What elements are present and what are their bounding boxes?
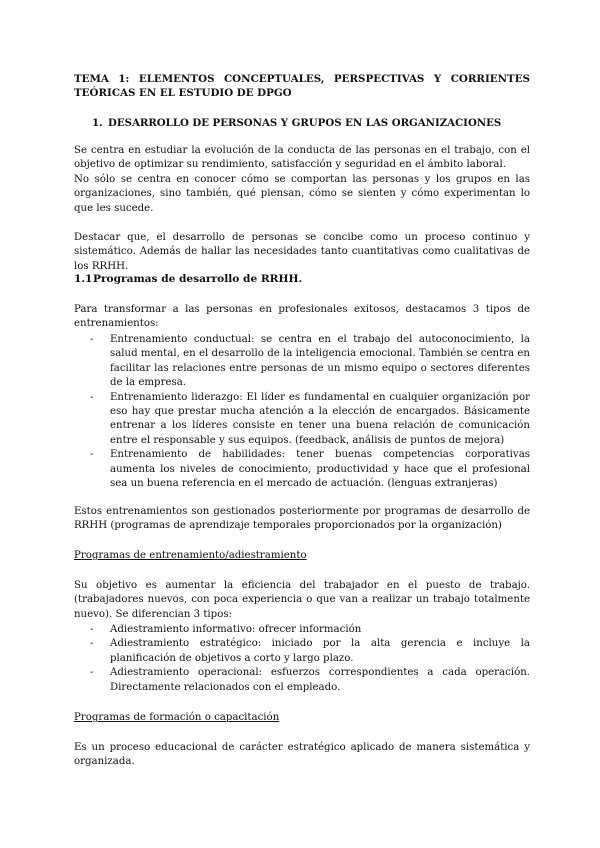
list-item [74, 623, 530, 637]
section-number: 1. [92, 117, 103, 129]
list-marker: - [90, 391, 94, 403]
list-item-text: Adiestramiento estratégico: iniciado por la alta gerencia e incluye la planificación de objetivos a corto y largo plazo. [110, 638, 530, 664]
list-item [74, 333, 530, 391]
list-item-text: Adiestramiento informativo: ofrecer información [110, 624, 362, 635]
list-item-text: Entrenamiento liderazgo: El líder es fundamental en cualquier organización por eso hay que prestar mucha atención a la elección de encargados. Básicamente entrenar a los líderes consiste en tener una buena relación de comunicación entre el responsable y sus equipos. (feedback, análisis de puntos de mejora) [110, 391, 530, 446]
list-item-text: Entrenamiento de habilidades: tener buenas competencias corporativas aumenta los niveles de conocimiento, productividad y hace que el profesional sea un buena referencia en el mercado de actuación. (lenguas extranjeras) [110, 449, 530, 490]
page-title: TEMA 1: ELEMENTOS CONCEPTUALES, PERSPECTIVAS Y CORRIENTES TEÓRICAS EN EL ESTUDIO DE DPGO [74, 73, 530, 99]
list-marker: - [90, 638, 94, 650]
section-heading [92, 116, 532, 130]
list-marker: - [90, 667, 94, 679]
list-item-text: Adiestramiento operacional: esfuerzos correspondientes a cada operación. Directamente relacionados con el empleado. [110, 667, 530, 693]
list-item [74, 637, 530, 666]
paragraph: Destacar que, el desarrollo de personas se concibe como un proceso continuo y sistemático. Además de hallar las necesidades tanto cuantitativas como cualitativas de los RRHH. [74, 232, 530, 272]
list-marker: - [90, 624, 94, 635]
adiestramiento-list [74, 623, 530, 695]
list-item [74, 391, 530, 449]
adiestramiento-heading: Programas de entrenamiento/adiestramiento [74, 550, 307, 561]
formacion-text: Es un proceso educacional de carácter estratégico aplicado de manera sistemática y organizada. [74, 742, 530, 768]
list-item [74, 666, 530, 695]
training-list [74, 333, 530, 491]
section-title: DESARROLLO DE PERSONAS Y GRUPOS EN LAS ORGANIZACIONES [108, 117, 502, 129]
adiestramiento-intro: Su objetivo es aumentar la eficiencia del trabajador en el puesto de trabajo. (trabajadores nuevos, con poca experiencia o que van a realizar un trabajo totalmente nuevo). Se diferencian 3 tipos: [74, 580, 530, 620]
section-intro [74, 144, 530, 216]
list-item-text: Entrenamiento conductual: se centra en el trabajo del autoconocimiento, la salud mental, en el desarrollo de la inteligencia emocional. También se centra en facilitar las relaciones entre personas de un mismo equipo o sectores diferentes de la empresa. [110, 334, 530, 389]
list-marker: - [90, 449, 94, 461]
training-intro: Para transformar a las personas en profesionales exitosos, destacamos 3 tipos de entrenamientos: [74, 304, 530, 330]
formacion-heading: Programas de formación o capacitación [74, 712, 280, 723]
training-closing: Estos entrenamientos son gestionados posteriormente por programas de desarrollo de RRHH (programas de aprendizaje temporales proporcionados por la organización) [74, 506, 530, 532]
subsection-title: Programas de desarrollo de RRHH. [93, 273, 303, 285]
list-marker: - [90, 334, 94, 345]
list-item [74, 448, 530, 491]
paragraph: Se centra en estudiar la evolución de la conducta de las personas en el trabajo, con el objetivo de optimizar su rendimiento, satisfacción y seguridad en el ámbito laboral. [74, 145, 530, 171]
paragraph: No sólo se centra en conocer cómo se comportan las personas y los grupos en las organizaciones, sino también, qué piensan, cómo se sienten y cómo experimentan lo que les sucede. [74, 173, 530, 214]
subsection-heading [74, 272, 530, 286]
subsection-number: 1.1 [74, 273, 93, 285]
